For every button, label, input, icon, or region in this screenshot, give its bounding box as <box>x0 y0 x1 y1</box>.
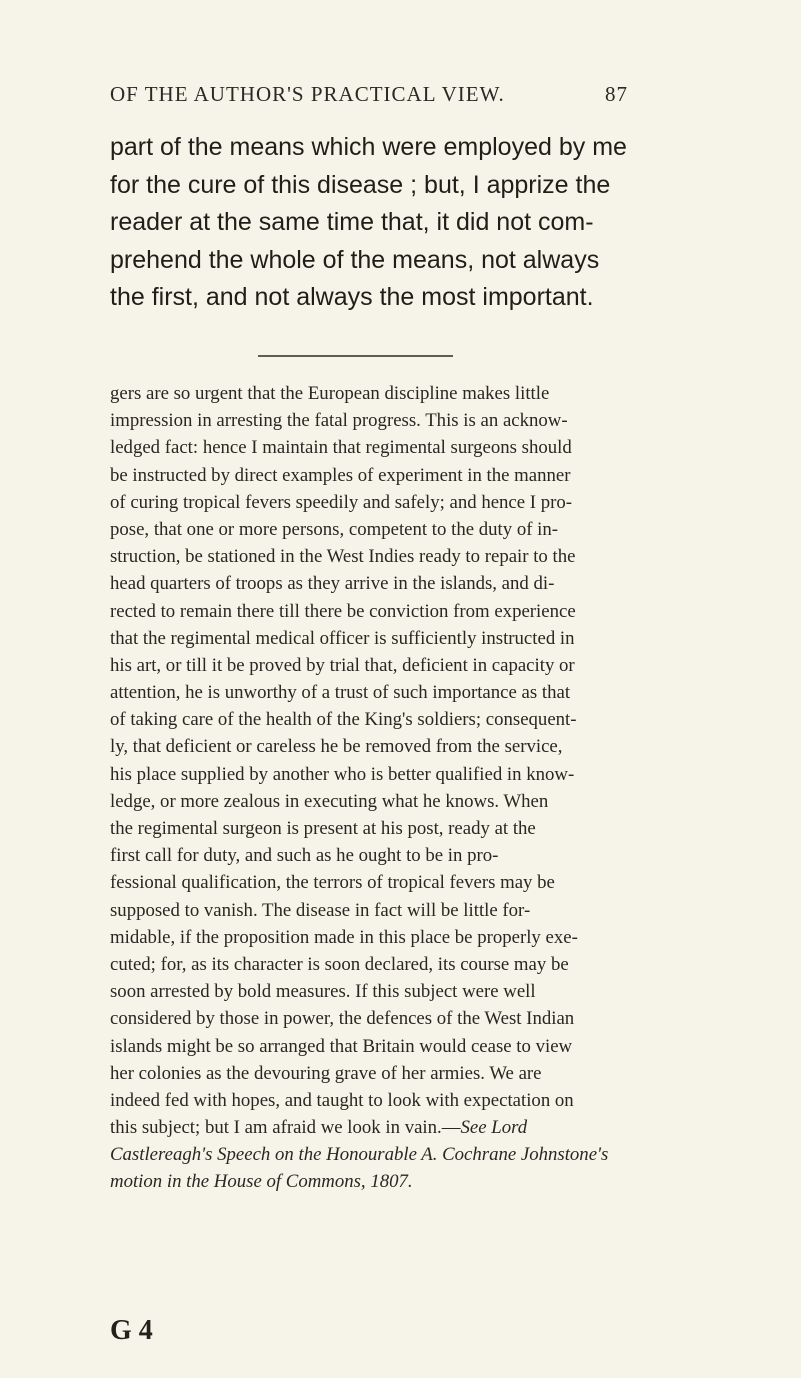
footnote-line: his place supplied by another who is better qualified in know- <box>110 763 575 785</box>
running-head <box>110 82 670 107</box>
footnote-line: that the regimental medical officer is sufficiently instructed in <box>110 627 575 649</box>
footnote-line: fessional qualification, the terrors of tropical fevers may be <box>110 872 555 894</box>
footnote-line: pose, that one or more persons, competent to the duty of in- <box>110 518 559 540</box>
footnote-line: supposed to vanish. The disease in fact will be little for- <box>110 899 531 921</box>
footnote-line: first call for duty, and such as he ought to be in pro- <box>110 845 499 867</box>
footnote-line: struction, be stationed in the West Indies ready to repair to the <box>110 546 576 568</box>
footnote-line: be instructed by direct examples of experiment in the manner <box>110 464 571 486</box>
page-number: 87 <box>605 82 628 106</box>
footnote-line: the regimental surgeon is present at his post, ready at the <box>110 818 536 839</box>
main-line: reader at the same time that, it did not com- <box>110 208 594 236</box>
footnote-line: ly, that deficient or careless he be removed from the service, <box>110 736 563 758</box>
footnote-citation: See Lord <box>460 1117 528 1139</box>
footnote-line: cuted; for, as its character is soon declared, its course may be <box>110 953 569 975</box>
main-line: part of the means which were employed by me <box>110 133 627 161</box>
footnote-text: this subject; but I am afraid we look in vain.— <box>110 1117 461 1139</box>
main-line: prehend the whole of the means, not always <box>110 245 600 274</box>
footnote-line: rected to remain there till there be conviction from experience <box>110 600 576 622</box>
footnote-line: midable, if the proposition made in this place be properly exe- <box>110 926 578 948</box>
footnote-line: soon arrested by bold measures. If this subject were well <box>110 981 536 1003</box>
footnote-line: his art, or till it be proved by trial that, deficient in capacity or <box>110 654 575 676</box>
footnote-line: attention, he is unworthy of a trust of such importance as that <box>110 682 571 704</box>
running-head-title: OF THE AUTHOR'S PRACTICAL VIEW. <box>110 82 505 106</box>
footnote-separator <box>258 355 453 357</box>
footnote-line: gers are so urgent that the European discipline makes little <box>110 383 550 404</box>
footnote-line: islands might be so arranged that Britain would cease to view <box>110 1035 573 1057</box>
footnote-line: considered by those in power, the defences of the West Indian <box>110 1008 575 1030</box>
footnote-line <box>110 1114 760 1141</box>
main-line: the first, and not always the most important. <box>110 283 594 311</box>
footnote-line: her colonies as the devouring grave of her armies. We are <box>110 1062 542 1084</box>
signature-mark: G 4 <box>110 1315 153 1346</box>
footnote-line: ledged fact: hence I maintain that regimental surgeons should <box>110 437 572 459</box>
footnote <box>110 380 760 1196</box>
footnote-line: indeed fed with hopes, and taught to look with expectation on <box>110 1089 574 1111</box>
main-paragraph <box>110 129 730 317</box>
footnote-line: impression in arresting the fatal progress. This is an acknow- <box>110 410 568 432</box>
footnote-line: of taking care of the health of the King's soldiers; consequent- <box>110 709 577 731</box>
footnote-citation-line: motion in the House of Commons, 1807. <box>110 1171 413 1193</box>
footnote-line: of curing tropical fevers speedily and safely; and hence I pro- <box>110 491 573 513</box>
footnote-citation-line: Castlereagh's Speech on the Honourable A. Cochrane Johnstone's <box>110 1144 609 1166</box>
footnote-line: ledge, or more zealous in executing what he knows. When <box>110 790 549 812</box>
main-line: for the cure of this disease ; but, I apprize the <box>110 170 611 199</box>
footnote-line: head quarters of troops as they arrive in the islands, and di- <box>110 573 555 595</box>
